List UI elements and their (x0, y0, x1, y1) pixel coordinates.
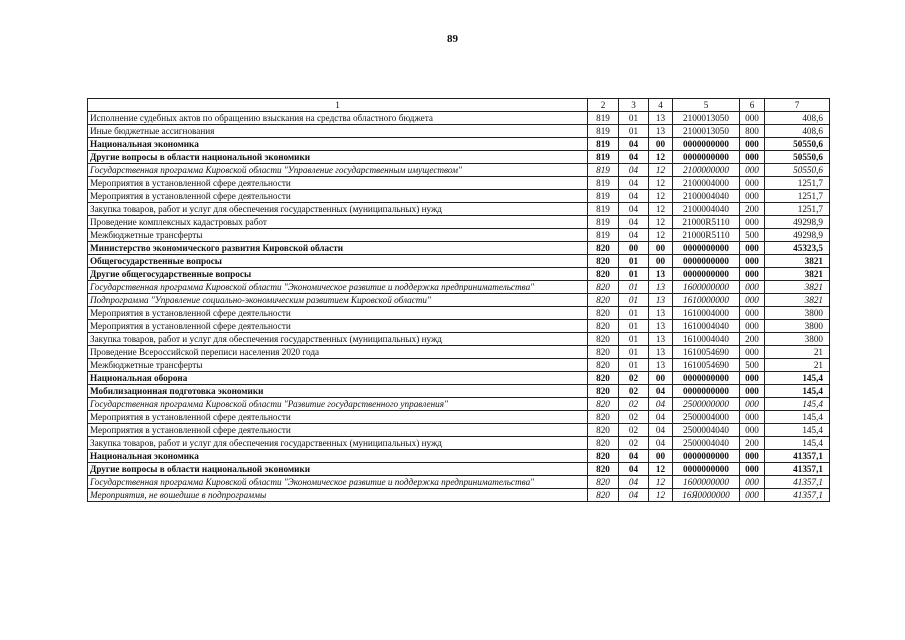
cell-csr: 1610004000 (673, 307, 740, 320)
cell-sum: 49298,9 (765, 229, 830, 242)
cell-sum: 3821 (765, 268, 830, 281)
cell-vr: 000 (740, 372, 765, 385)
cell-csr: 2500004040 (673, 424, 740, 437)
cell-csr: 0000000000 (673, 385, 740, 398)
cell-csr: 0000000000 (673, 268, 740, 281)
table-row (88, 385, 830, 398)
cell-csr: 16Я0000000 (673, 489, 740, 502)
cell-sum: 3821 (765, 294, 830, 307)
cell-csr: 2100004040 (673, 203, 740, 216)
table-row (88, 203, 830, 216)
header-cell-sum: 7 (765, 99, 830, 112)
cell-sum: 145,4 (765, 437, 830, 450)
cell-name: Министерство экономического развития Кировской области (88, 242, 588, 255)
cell-vr: 000 (740, 294, 765, 307)
cell-vr: 000 (740, 216, 765, 229)
cell-rz: 04 (619, 489, 649, 502)
cell-pr: 13 (649, 359, 673, 372)
cell-ved: 819 (588, 229, 619, 242)
cell-name: Мобилизационная подготовка экономики (88, 385, 588, 398)
cell-pr: 04 (649, 385, 673, 398)
cell-rz: 01 (619, 281, 649, 294)
table-row (88, 346, 830, 359)
cell-rz: 01 (619, 346, 649, 359)
table-row (88, 281, 830, 294)
cell-sum: 41357,1 (765, 450, 830, 463)
cell-ved: 820 (588, 255, 619, 268)
table-row (88, 372, 830, 385)
cell-rz: 02 (619, 424, 649, 437)
cell-name: Мероприятия, не вошедшие в подпрограммы (88, 489, 588, 502)
cell-csr: 1600000000 (673, 476, 740, 489)
cell-sum: 145,4 (765, 385, 830, 398)
table-row (88, 424, 830, 437)
cell-ved: 820 (588, 424, 619, 437)
table-row (88, 190, 830, 203)
cell-pr: 13 (649, 320, 673, 333)
cell-rz: 01 (619, 333, 649, 346)
cell-name: Мероприятия в установленной сфере деятельности (88, 177, 588, 190)
cell-sum: 1251,7 (765, 190, 830, 203)
cell-pr: 12 (649, 177, 673, 190)
cell-name: Мероприятия в установленной сфере деятельности (88, 307, 588, 320)
cell-ved: 820 (588, 372, 619, 385)
table-row (88, 463, 830, 476)
cell-pr: 13 (649, 268, 673, 281)
header-cell-name: 1 (88, 99, 588, 112)
header-cell-rz: 3 (619, 99, 649, 112)
cell-ved: 820 (588, 489, 619, 502)
header-cell-ved: 2 (588, 99, 619, 112)
cell-csr: 2500000000 (673, 398, 740, 411)
cell-rz: 01 (619, 112, 649, 125)
cell-sum: 21 (765, 359, 830, 372)
cell-ved: 820 (588, 385, 619, 398)
cell-name: Исполнение судебных актов по обращению взыскания на средства областного бюджета (88, 112, 588, 125)
cell-csr: 21000R5110 (673, 229, 740, 242)
cell-vr: 500 (740, 229, 765, 242)
cell-rz: 04 (619, 164, 649, 177)
cell-sum: 41357,1 (765, 476, 830, 489)
cell-rz: 04 (619, 138, 649, 151)
cell-pr: 00 (649, 372, 673, 385)
cell-ved: 819 (588, 177, 619, 190)
cell-name: Мероприятия в установленной сфере деятельности (88, 411, 588, 424)
cell-name: Общегосударственные вопросы (88, 255, 588, 268)
cell-csr: 1610000000 (673, 294, 740, 307)
cell-csr: 1610004040 (673, 320, 740, 333)
table-row (88, 151, 830, 164)
cell-ved: 820 (588, 359, 619, 372)
cell-vr: 000 (740, 268, 765, 281)
cell-ved: 820 (588, 437, 619, 450)
cell-vr: 000 (740, 320, 765, 333)
cell-vr: 200 (740, 203, 765, 216)
table-row (88, 320, 830, 333)
table-row (88, 268, 830, 281)
table-row (88, 242, 830, 255)
cell-name: Мероприятия в установленной сфере деятельности (88, 424, 588, 437)
cell-pr: 12 (649, 151, 673, 164)
table-row (88, 294, 830, 307)
cell-name: Государственная программа Кировской области "Экономическое развитие и поддержка предпринимательства" (88, 476, 588, 489)
cell-name: Государственная программа Кировской области "Управление государственным имуществом" (88, 164, 588, 177)
cell-sum: 41357,1 (765, 463, 830, 476)
cell-name: Другие вопросы в области национальной экономики (88, 151, 588, 164)
cell-sum: 21 (765, 346, 830, 359)
cell-csr: 1610004040 (673, 333, 740, 346)
cell-vr: 000 (740, 177, 765, 190)
cell-vr: 000 (740, 398, 765, 411)
table-row (88, 398, 830, 411)
cell-rz: 04 (619, 190, 649, 203)
cell-sum: 3821 (765, 255, 830, 268)
cell-ved: 820 (588, 463, 619, 476)
cell-vr: 000 (740, 151, 765, 164)
cell-vr: 800 (740, 125, 765, 138)
cell-ved: 820 (588, 450, 619, 463)
cell-ved: 819 (588, 216, 619, 229)
cell-csr: 0000000000 (673, 372, 740, 385)
cell-vr: 500 (740, 359, 765, 372)
cell-csr: 21000R5110 (673, 216, 740, 229)
cell-rz: 01 (619, 359, 649, 372)
cell-sum: 3800 (765, 307, 830, 320)
cell-sum: 145,4 (765, 411, 830, 424)
cell-csr: 0000000000 (673, 450, 740, 463)
cell-pr: 04 (649, 437, 673, 450)
cell-pr: 13 (649, 294, 673, 307)
table-row (88, 476, 830, 489)
cell-csr: 0000000000 (673, 463, 740, 476)
cell-vr: 000 (740, 346, 765, 359)
cell-sum: 408,6 (765, 112, 830, 125)
cell-name: Мероприятия в установленной сфере деятельности (88, 190, 588, 203)
cell-ved: 820 (588, 411, 619, 424)
cell-name: Межбюджетные трансферты (88, 229, 588, 242)
cell-csr: 1610054690 (673, 346, 740, 359)
cell-rz: 04 (619, 463, 649, 476)
header-cell-csr: 5 (673, 99, 740, 112)
cell-pr: 13 (649, 333, 673, 346)
cell-ved: 820 (588, 294, 619, 307)
cell-pr: 04 (649, 398, 673, 411)
cell-name: Иные бюджетные ассигнования (88, 125, 588, 138)
cell-csr: 2100004040 (673, 190, 740, 203)
cell-rz: 04 (619, 203, 649, 216)
cell-pr: 12 (649, 489, 673, 502)
cell-csr: 2100000000 (673, 164, 740, 177)
cell-vr: 000 (740, 307, 765, 320)
cell-rz: 02 (619, 411, 649, 424)
cell-pr: 13 (649, 112, 673, 125)
cell-ved: 819 (588, 112, 619, 125)
cell-csr: 0000000000 (673, 255, 740, 268)
table-row (88, 489, 830, 502)
cell-vr: 000 (740, 489, 765, 502)
cell-pr: 00 (649, 242, 673, 255)
cell-rz: 01 (619, 268, 649, 281)
cell-csr: 2100004000 (673, 177, 740, 190)
budget-table-body (88, 99, 830, 502)
cell-sum: 145,4 (765, 424, 830, 437)
cell-ved: 820 (588, 476, 619, 489)
cell-sum: 145,4 (765, 398, 830, 411)
table-row (88, 359, 830, 372)
table-row (88, 450, 830, 463)
cell-csr: 2100013050 (673, 112, 740, 125)
table-row (88, 177, 830, 190)
cell-name: Национальная экономика (88, 450, 588, 463)
cell-rz: 00 (619, 242, 649, 255)
cell-rz: 01 (619, 320, 649, 333)
cell-name: Государственная программа Кировской области "Развитие государственного управления" (88, 398, 588, 411)
cell-sum: 41357,1 (765, 489, 830, 502)
cell-name: Проведение Всероссийской переписи населения 2020 года (88, 346, 588, 359)
cell-vr: 000 (740, 385, 765, 398)
table-row (88, 437, 830, 450)
cell-name: Другие вопросы в области национальной экономики (88, 463, 588, 476)
cell-name: Подпрограмма "Управление социально-экономическим развитием Кировской области" (88, 294, 588, 307)
cell-ved: 819 (588, 190, 619, 203)
cell-sum: 3821 (765, 281, 830, 294)
cell-rz: 04 (619, 216, 649, 229)
cell-sum: 145,4 (765, 372, 830, 385)
cell-csr: 1610054690 (673, 359, 740, 372)
cell-name: Национальная оборона (88, 372, 588, 385)
cell-name: Мероприятия в установленной сфере деятельности (88, 320, 588, 333)
cell-vr: 000 (740, 138, 765, 151)
cell-rz: 01 (619, 255, 649, 268)
cell-rz: 01 (619, 294, 649, 307)
cell-rz: 04 (619, 450, 649, 463)
cell-vr: 000 (740, 476, 765, 489)
header-cell-vr: 6 (740, 99, 765, 112)
cell-vr: 000 (740, 190, 765, 203)
cell-vr: 000 (740, 411, 765, 424)
cell-csr: 1600000000 (673, 281, 740, 294)
cell-rz: 02 (619, 385, 649, 398)
cell-pr: 13 (649, 346, 673, 359)
cell-name: Закупка товаров, работ и услуг для обеспечения государственных (муниципальных) нужд (88, 437, 588, 450)
cell-name: Закупка товаров, работ и услуг для обеспечения государственных (муниципальных) нужд (88, 203, 588, 216)
table-row (88, 164, 830, 177)
cell-pr: 00 (649, 138, 673, 151)
cell-pr: 12 (649, 229, 673, 242)
cell-sum: 50550,6 (765, 138, 830, 151)
cell-rz: 01 (619, 307, 649, 320)
cell-sum: 49298,9 (765, 216, 830, 229)
cell-rz: 04 (619, 476, 649, 489)
cell-rz: 04 (619, 151, 649, 164)
table-row (88, 333, 830, 346)
cell-ved: 820 (588, 281, 619, 294)
cell-ved: 819 (588, 164, 619, 177)
cell-name: Национальная экономика (88, 138, 588, 151)
cell-ved: 819 (588, 151, 619, 164)
page-number: 89 (447, 33, 458, 45)
cell-name: Другие общегосударственные вопросы (88, 268, 588, 281)
cell-ved: 820 (588, 268, 619, 281)
cell-rz: 04 (619, 177, 649, 190)
cell-pr: 12 (649, 164, 673, 177)
table-row (88, 229, 830, 242)
cell-sum: 3800 (765, 320, 830, 333)
cell-pr: 00 (649, 450, 673, 463)
cell-pr: 12 (649, 463, 673, 476)
cell-ved: 820 (588, 333, 619, 346)
cell-pr: 00 (649, 255, 673, 268)
cell-rz: 04 (619, 229, 649, 242)
table-row (88, 138, 830, 151)
cell-vr: 000 (740, 424, 765, 437)
cell-csr: 2100013050 (673, 125, 740, 138)
cell-ved: 820 (588, 242, 619, 255)
table-row (88, 255, 830, 268)
cell-vr: 000 (740, 281, 765, 294)
cell-csr: 0000000000 (673, 151, 740, 164)
table-row (88, 307, 830, 320)
cell-ved: 820 (588, 398, 619, 411)
cell-vr: 000 (740, 255, 765, 268)
cell-pr: 12 (649, 190, 673, 203)
cell-ved: 819 (588, 203, 619, 216)
budget-table (87, 98, 830, 502)
cell-vr: 000 (740, 463, 765, 476)
cell-name: Проведение комплексных кадастровых работ (88, 216, 588, 229)
cell-name: Государственная программа Кировской области "Экономическое развитие и поддержка предпринимательства" (88, 281, 588, 294)
cell-sum: 50550,6 (765, 151, 830, 164)
table-row (88, 125, 830, 138)
cell-rz: 01 (619, 125, 649, 138)
cell-pr: 13 (649, 307, 673, 320)
header-cell-pr: 4 (649, 99, 673, 112)
cell-ved: 819 (588, 138, 619, 151)
cell-pr: 04 (649, 424, 673, 437)
cell-rz: 02 (619, 372, 649, 385)
cell-csr: 0000000000 (673, 242, 740, 255)
cell-ved: 819 (588, 125, 619, 138)
cell-ved: 820 (588, 307, 619, 320)
cell-vr: 000 (740, 242, 765, 255)
cell-csr: 2500004000 (673, 411, 740, 424)
cell-rz: 02 (619, 437, 649, 450)
cell-pr: 13 (649, 281, 673, 294)
cell-vr: 200 (740, 437, 765, 450)
cell-pr: 13 (649, 125, 673, 138)
cell-csr: 0000000000 (673, 138, 740, 151)
cell-vr: 200 (740, 333, 765, 346)
cell-sum: 408,6 (765, 125, 830, 138)
cell-vr: 000 (740, 112, 765, 125)
cell-pr: 12 (649, 203, 673, 216)
cell-ved: 820 (588, 346, 619, 359)
cell-vr: 000 (740, 164, 765, 177)
cell-pr: 12 (649, 216, 673, 229)
cell-csr: 2500004040 (673, 437, 740, 450)
cell-name: Межбюджетные трансферты (88, 359, 588, 372)
cell-sum: 45323,5 (765, 242, 830, 255)
table-row (88, 411, 830, 424)
cell-pr: 04 (649, 411, 673, 424)
cell-ved: 820 (588, 320, 619, 333)
cell-sum: 1251,7 (765, 177, 830, 190)
cell-rz: 02 (619, 398, 649, 411)
cell-pr: 12 (649, 476, 673, 489)
header-row (88, 99, 830, 112)
table-row (88, 112, 830, 125)
cell-name: Закупка товаров, работ и услуг для обеспечения государственных (муниципальных) нужд (88, 333, 588, 346)
cell-vr: 000 (740, 450, 765, 463)
table-row (88, 216, 830, 229)
cell-sum: 3800 (765, 333, 830, 346)
cell-sum: 1251,7 (765, 203, 830, 216)
cell-sum: 50550,6 (765, 164, 830, 177)
